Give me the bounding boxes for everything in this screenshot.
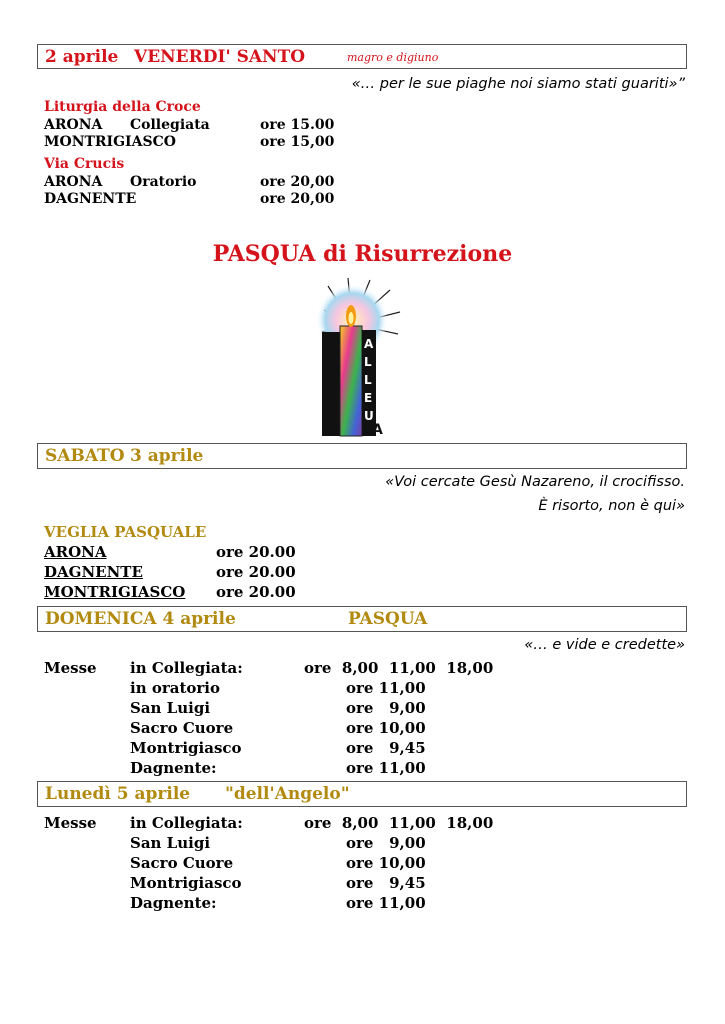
monday-day: Lunedì 5 aprile — [45, 784, 191, 804]
mass-place: Sacro Cuore — [130, 719, 234, 737]
vigil-place: ARONA — [44, 543, 107, 561]
svg-text:U: U — [364, 409, 374, 423]
monday-header — [37, 781, 687, 807]
saturday-day: SABATO — [45, 446, 125, 466]
svg-text:A: A — [372, 422, 383, 438]
saturday-quote-line1: «Voi cercate Gesù Nazareno, il crocifisso. — [385, 474, 685, 490]
sunday-day: DOMENICA 4 aprile — [45, 609, 236, 629]
svg-text:L: L — [364, 355, 372, 369]
mass-time: ore 10,00 — [346, 854, 426, 872]
saturday-header — [37, 443, 687, 469]
liturgy-row: ARONA — [44, 117, 103, 133]
svg-text:A: A — [364, 337, 374, 351]
mass-time: ore 11,00 — [346, 759, 426, 777]
mass-place: Dagnente: — [130, 759, 217, 777]
via-row: ARONA — [44, 174, 103, 190]
monday-name: "dell'Angelo" — [225, 784, 350, 804]
friday-header — [37, 44, 687, 69]
mass-place: Sacro Cuore — [130, 854, 234, 872]
saturday-quote-line2: È risorto, non è qui» — [538, 498, 685, 514]
sunday-masses-label: Messe — [44, 659, 97, 677]
sunday-header — [37, 606, 687, 632]
mass-place: in Collegiata: — [130, 659, 243, 677]
sunday-name: PASQUA — [348, 609, 428, 629]
mass-time: ore 10,00 — [346, 719, 426, 737]
saturday-date: 3 aprile — [130, 446, 204, 466]
friday-quote: «… per le sue piaghe noi siamo stati guariti»” — [351, 76, 685, 92]
mass-time: ore 9,45 — [346, 874, 426, 892]
mass-time: ore 11,00 — [346, 679, 426, 697]
mass-place: in oratorio — [130, 679, 220, 697]
mass-time: ore 8,00 11,00 18,00 — [304, 659, 494, 677]
via-row: DAGNENTE — [44, 191, 137, 207]
friday-name: VENERDI' SANTO — [134, 47, 306, 67]
candle-alleluia-image — [318, 276, 408, 438]
liturgy-row-church: Collegiata — [130, 117, 210, 133]
via-row-time: ore 20,00 — [260, 174, 335, 190]
via-crucis-title: Via Crucis — [44, 156, 125, 172]
mass-time: ore 11,00 — [346, 894, 426, 912]
mass-place: Montrigiasco — [130, 874, 242, 892]
svg-text:E: E — [364, 391, 373, 405]
mass-time: ore 9,45 — [346, 739, 426, 757]
mass-time: ore 9,00 — [346, 699, 426, 717]
vigil-time: ore 20.00 — [216, 583, 296, 601]
svg-text:L: L — [364, 373, 372, 387]
friday-note: magro e digiuno — [347, 51, 439, 64]
vigil-place: MONTRIGIASCO — [44, 583, 186, 601]
monday-masses-label: Messe — [44, 814, 97, 832]
friday-date: 2 aprile — [45, 47, 119, 67]
mass-place: San Luigi — [130, 834, 211, 852]
vigil-time: ore 20.00 — [216, 543, 296, 561]
mass-place: in Collegiata: — [130, 814, 243, 832]
easter-title: PASQUA di Risurrezione — [212, 241, 513, 267]
mass-place: San Luigi — [130, 699, 211, 717]
liturgy-row-time: ore 15,00 — [260, 134, 335, 150]
liturgy-row: MONTRIGIASCO — [44, 134, 176, 150]
mass-place: Montrigiasco — [130, 739, 242, 757]
vigil-time: ore 20.00 — [216, 563, 296, 581]
sunday-quote: «… e vide e credette» — [524, 637, 685, 653]
via-row-church: Oratorio — [130, 174, 197, 190]
vigil-place: DAGNENTE — [44, 563, 143, 581]
liturgy-row-time: ore 15.00 — [260, 117, 335, 133]
liturgy-title: Liturgia della Croce — [44, 99, 201, 115]
vigil-title: VEGLIA PASQUALE — [44, 523, 207, 541]
via-row-time: ore 20,00 — [260, 191, 335, 207]
mass-place: Dagnente: — [130, 894, 217, 912]
mass-time: ore 8,00 11,00 18,00 — [304, 814, 494, 832]
mass-time: ore 9,00 — [346, 834, 426, 852]
